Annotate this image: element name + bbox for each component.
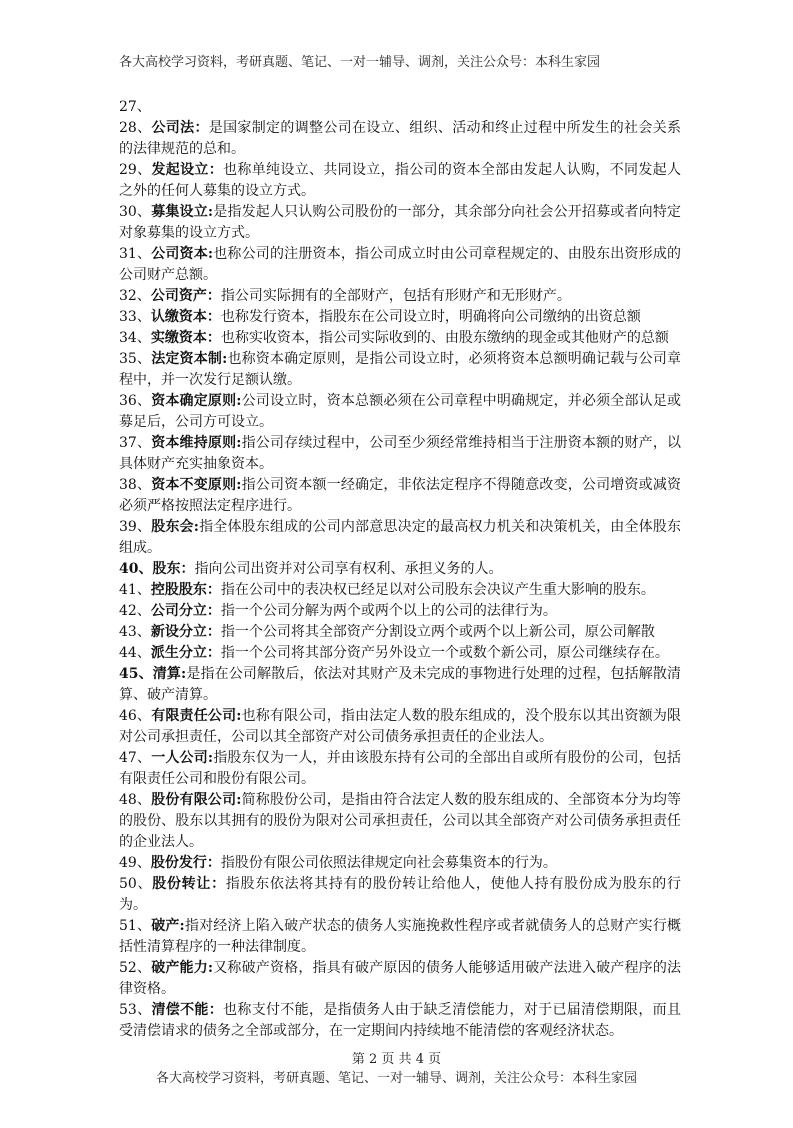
entry-separator: :: [236, 792, 242, 808]
glossary-entry: [119, 601, 681, 622]
glossary-entry: [119, 286, 681, 307]
entry-definition: 指全体股东组成的公司内部意思决定的最高权力机关和决策机关，由全体股东组成。: [119, 519, 682, 556]
glossary-entry: [119, 433, 681, 475]
entry-separator: ：: [206, 330, 221, 346]
entry-separator: ：: [206, 288, 221, 304]
entry-number: 50、: [119, 876, 153, 892]
glossary-entry: [119, 958, 681, 1000]
entry-separator: :: [207, 750, 214, 766]
entry-term: 控股股东: [150, 582, 207, 598]
entry-number: 33、: [119, 309, 151, 325]
entry-number: 28、: [119, 120, 152, 136]
entry-number: 43、: [119, 624, 151, 640]
entry-definition: 指在公司中的表决权已经足以对公司股东会决议产生重大影响的股东。: [220, 582, 655, 598]
glossary-entry: [119, 349, 681, 391]
page-number: 第 2 页 共 4 页: [351, 1052, 442, 1067]
entry-separator: :: [179, 918, 185, 934]
entry-term: 股东: [152, 561, 181, 577]
entry-term: 公司资产: [150, 288, 207, 304]
entry-separator: :: [236, 435, 242, 451]
entry-term: 资本维持原则: [151, 435, 237, 451]
entry-number: 52、: [119, 960, 152, 976]
entry-definition: 指股东仅为一人，并由该股东持有公司的全部出自或所有股份的公司，包括有限责任公司和股份有限公司。: [119, 750, 681, 787]
entry-term: 一人公司: [151, 750, 208, 766]
entry-separator: ：: [211, 876, 226, 892]
entry-number: 47、: [119, 750, 152, 766]
entry-separator: ：: [180, 561, 195, 577]
entry-number: 39、: [119, 519, 152, 535]
entry-separator: ：: [194, 120, 209, 136]
entry-number: 32、: [119, 288, 151, 304]
entry-definition: 是国家制定的调整公司在设立、组织、活动和终止过程中所发生的社会关系的法律规范的总和。: [119, 120, 682, 157]
entry-number: 37、: [119, 435, 152, 451]
glossary-entry: [119, 853, 681, 874]
entry-number: 51、: [119, 918, 152, 934]
entry-definition: 指一个公司将其全部资产分割设立两个或两个以上新公司，原公司解散: [220, 624, 655, 640]
entry-term: 发起设立: [151, 162, 209, 178]
entry-definition: 也称支付不能，是指债务人由于缺乏清偿能力，对于已届清偿期限，而且受清偿请求的债务之全部或部分，在一定期间内持续地不能清偿的客观经济状态。: [119, 1002, 682, 1039]
entry-separator: ：: [208, 162, 224, 178]
page-footer-area: [0, 1042, 793, 1088]
page-header: 各大高校学习资料，考研真题、笔记、一对一辅导、调剂，关注公众号：本科生家园: [119, 55, 601, 70]
entry-term: 公司资本: [151, 246, 208, 262]
entry-definition: 指公司资本额一经确定，非依法定程序不得随意改变，公司增资或减资必须严格按照法定程序进行。: [119, 477, 681, 514]
glossary-entry: [119, 118, 681, 160]
entry-term: 破产能力: [151, 960, 208, 976]
glossary-entry: [119, 916, 681, 958]
entry-term: 破产: [151, 918, 180, 934]
entry-term: 资本确定原则: [151, 393, 237, 409]
entry-number: 38、: [119, 477, 152, 493]
entry-separator: :: [181, 666, 187, 682]
entry-number: 49、: [119, 855, 151, 871]
glossary-entry: [119, 160, 681, 202]
entry-term: 股份有限公司: [151, 792, 237, 808]
entry-separator: :: [193, 519, 199, 535]
entry-number: 46、: [119, 708, 152, 724]
entry-separator: :: [236, 393, 242, 409]
entry-term: 股份转让: [152, 876, 212, 892]
entry-definition: 指向公司出资并对公司享有权利、承担义务的人。: [194, 561, 503, 577]
entry-term: 公司法: [151, 120, 195, 136]
entry-separator: :: [236, 708, 242, 724]
glossary-entry: [119, 559, 681, 580]
entry-definition: 指对经济上陷入破产状态的债务人实施挽救性程序或者就债务人的总财产实行概括性清算程序的一种法律制度。: [119, 918, 681, 955]
entry-term: 募集设立: [151, 204, 208, 220]
glossary-entry: [119, 706, 681, 748]
entry-number: 34、: [119, 330, 151, 346]
entry-number: 45、: [119, 666, 153, 682]
glossary-entry: [119, 307, 681, 328]
glossary-entry: [119, 664, 681, 706]
glossary-entry: [119, 790, 681, 853]
entry-separator: :: [207, 204, 214, 220]
entry-definition: 指股东依法将其持有的股份转让给他人，使他人持有股份成为股东的行为。: [119, 876, 682, 913]
entry-separator: :: [207, 960, 214, 976]
entry-number: 35、: [119, 351, 152, 367]
entry-number: 41、: [119, 582, 151, 598]
glossary-entry: [119, 517, 681, 559]
glossary-entry: [119, 643, 681, 664]
glossary-entry: [119, 874, 681, 916]
entry-number: 31、: [119, 246, 152, 262]
entry-separator: ：: [206, 645, 221, 661]
entry-term: 认缴资本: [150, 309, 207, 325]
entry-number: 53、: [119, 1002, 152, 1018]
entry-term: 资本不变原则: [151, 477, 237, 493]
entry-separator: ：: [206, 603, 221, 619]
glossary-entry: [119, 244, 681, 286]
entry-definition: 指一个公司将其部分资产另外设立一个或数个新公司，原公司继续存在。: [220, 645, 669, 661]
entry-term: 股份发行: [150, 855, 207, 871]
glossary-entry: [119, 97, 681, 118]
entry-separator: :: [236, 477, 242, 493]
entry-number: 44、: [119, 645, 151, 661]
entry-separator: ：: [206, 582, 221, 598]
entry-definition: 简称股份公司，是指由符合法定人数的股东组成的、全部资本分为均等的股份、股东以其拥有的股份为限对公司承担责任，公司以其全部资产对公司债务承担责任的企业法人。: [119, 792, 681, 850]
entry-definition: 也称资本确定原则，是指公司设立时，必须将资本总额明确记载与公司章程中，并一次发行足额认缴。: [119, 351, 682, 388]
entry-definition: 也称发行资本，指股东在公司设立时，明确将向公司缴纳的出资总额: [220, 309, 641, 325]
entry-number: 48、: [119, 792, 152, 808]
entry-term: 公司分立: [150, 603, 207, 619]
entry-definition: 指一个公司分解为两个或两个以上的公司的法律行为。: [220, 603, 557, 619]
entry-definition: 也称单纯设立、共同设立，指公司的资本全部由发起人认购，不同发起人之外的任何人募集的设立方式。: [119, 162, 682, 199]
entry-term: 股东会: [151, 519, 194, 535]
entry-separator: ：: [206, 309, 221, 325]
entry-definition: 公司设立时，资本总额必须在公司章程中明确规定，并必须全部认足或募足后，公司方可设立。: [119, 393, 681, 430]
entry-term: 法定资本制: [151, 351, 223, 367]
entry-term: 清偿不能: [151, 1002, 209, 1018]
entry-term: 派生分立: [150, 645, 207, 661]
glossary-entry: [119, 391, 681, 433]
entry-separator: :: [207, 246, 214, 262]
entry-number: 36、: [119, 393, 152, 409]
entry-term: 实缴资本: [150, 330, 207, 346]
entry-definition: 指公司实际拥有的全部财产，包括有形财产和无形财产。: [220, 288, 571, 304]
entry-definition: 指股份有限公司依照法律规定向社会募集资本的行为。: [220, 855, 557, 871]
entry-number: 30、: [119, 204, 152, 220]
entry-number: 42、: [119, 603, 151, 619]
glossary-list: [119, 97, 681, 1042]
entry-separator: :: [222, 351, 228, 367]
glossary-entry: [119, 202, 681, 244]
entry-definition: 也称有限公司，指由法定人数的股东组成的，没个股东以其出资额为限对公司承担责任，公司以其全部资产对公司债务承担责任的企业法人。: [119, 708, 681, 745]
entry-number: 29、: [119, 162, 152, 178]
entry-term: 有限责任公司: [151, 708, 237, 724]
glossary-entry: [119, 580, 681, 601]
entry-number: 27、: [119, 99, 151, 115]
entry-separator: ：: [208, 1002, 224, 1018]
glossary-entry: [119, 475, 681, 517]
entry-definition: 又称破产资格，指具有破产原因的债务人能够适用破产法进入破产程序的法律资格。: [119, 960, 681, 997]
entry-separator: ：: [206, 855, 221, 871]
entry-separator: ：: [206, 624, 221, 640]
entry-definition: 是指发起人只认购公司股份的一部分，其余部分向社会公开招募或者向特定对象募集的设立方式。: [119, 204, 681, 241]
entry-definition: 指公司存续过程中，公司至少须经常维持相当于注册资本额的财产，以具体财产充实抽象资本。: [119, 435, 681, 472]
entry-term: 清算: [152, 666, 182, 682]
glossary-entry: [119, 1000, 681, 1042]
page-footer: 各大高校学习资料，考研真题、笔记、一对一辅导、调剂，关注公众号：本科生家园: [155, 1071, 637, 1086]
entry-definition: 也称公司的注册资本，指公司成立时由公司章程规定的、由股东出资形成的公司财产总额。: [119, 246, 681, 283]
glossary-entry: [119, 328, 681, 349]
entry-definition: 是指在公司解散后，依法对其财产及未完成的事物进行处理的过程，包括解散清算、破产清算。: [119, 666, 682, 703]
glossary-entry: [119, 622, 681, 643]
entry-number: 40、: [119, 561, 153, 577]
entry-term: 新设分立: [150, 624, 207, 640]
entry-definition: 也称实收资本，指公司实际收到的、由股东缴纳的现金或其他财产的总额: [220, 330, 669, 346]
glossary-entry: [119, 748, 681, 790]
